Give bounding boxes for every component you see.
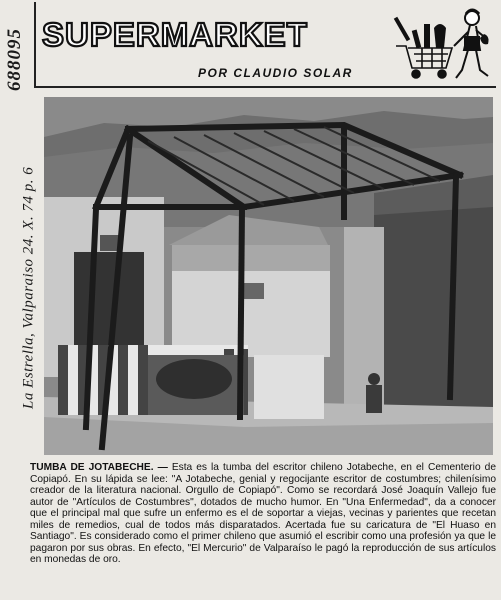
source-note-handwritten: La Estrella, Valparaiso 24. X. 74 p. 6: [20, 166, 37, 409]
shopper-with-cart-icon: [392, 6, 494, 86]
tomb-structure-photo: [44, 97, 493, 455]
article-caption: [30, 462, 496, 596]
column-title: SUPERMARKET: [42, 16, 308, 53]
masthead-bottom-rule: [34, 86, 496, 88]
catalog-number-handwritten: 688095: [4, 28, 25, 92]
masthead-left-rule: [34, 2, 36, 88]
byline: POR CLAUDIO SOLAR: [198, 66, 353, 80]
caption-body: Esta es la tumba del escritor chileno Jotabeche, en el Cementerio de Copiapó. En su lápida se lee: "A Jotabeche, genial y regocijante escritor de costumbres; chilenísimo creador de la literatura nacional. Orgullo de Copiapó". Como se recordará José Joaquín Vallejo fue autor de "Artículos de Costumbres", dotados de mucho humor. En "Una Enfermedad", da a conocer que el principal mal que sufre un enfermo es el de soportar a viejas, vecinas y parientes que recetan miles de remedios, cual de todos más disparatados. Acertada fue su caricatura de "El Huaso en Santiago". Es considerado como el primer chileno que asumió el escribir como una profesión ya que le pagaron por sus obras. En efecto, "El Mercurio" de Valparaíso le pagó la reproducción de sus artículos en monedas de oro.: [30, 462, 496, 565]
caption-heading: TUMBA DE JOTABECHE. —: [30, 462, 168, 473]
